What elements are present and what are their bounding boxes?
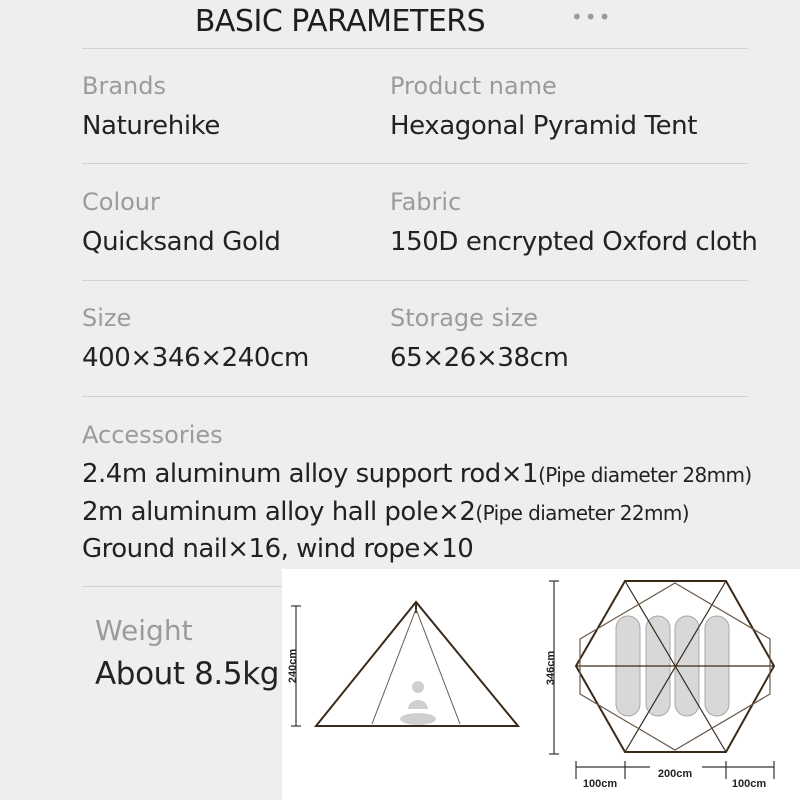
tent-diagram xyxy=(282,569,800,800)
brands-label: Brands xyxy=(82,72,166,100)
divider xyxy=(82,396,748,397)
accessory-note: (Pipe diameter 28mm) xyxy=(538,463,752,487)
bottom-right-dimension-label: 100cm xyxy=(731,778,767,790)
colour-value: Quicksand Gold xyxy=(82,227,281,257)
accessory-main: Ground nail×16, wind rope×10 xyxy=(82,534,474,564)
accessory-main: 2.4m aluminum alloy support rod×1 xyxy=(82,459,539,489)
divider xyxy=(82,48,748,49)
storage-size-value: 65×26×38cm xyxy=(390,343,569,373)
divider xyxy=(82,586,282,587)
product-name-value: Hexagonal Pyramid Tent xyxy=(390,111,698,141)
bottom-left-dimension-label: 100cm xyxy=(582,778,618,790)
brands-value: Naturehike xyxy=(82,111,220,141)
accessory-line xyxy=(82,497,689,527)
height-dimension-label: 240cm xyxy=(287,648,299,684)
fabric-label: Fabric xyxy=(390,188,462,216)
depth-dimension-label: 346cm xyxy=(545,650,557,686)
divider xyxy=(82,163,748,164)
size-label: Size xyxy=(82,304,132,332)
accessory-note: (Pipe diameter 22mm) xyxy=(475,501,689,525)
divider xyxy=(82,280,748,281)
bottom-mid-dimension-label: 200cm xyxy=(657,768,693,780)
fabric-value: 150D encrypted Oxford cloth xyxy=(390,227,758,257)
more-dots-icon[interactable]: ••• xyxy=(571,5,613,29)
accessory-line xyxy=(82,534,473,564)
accessory-main: 2m aluminum alloy hall pole×2 xyxy=(82,497,476,527)
product-name-label: Product name xyxy=(390,72,557,100)
weight-label: Weight xyxy=(95,614,193,647)
colour-label: Colour xyxy=(82,188,160,216)
accessories-label: Accessories xyxy=(82,421,223,449)
page-title: BASIC PARAMETERS xyxy=(194,4,486,39)
tent-side-view xyxy=(287,602,518,726)
weight-value: About 8.5kg xyxy=(95,656,280,692)
accessory-line xyxy=(82,459,752,489)
tent-top-view xyxy=(545,581,774,790)
size-value: 400×346×240cm xyxy=(82,343,309,373)
storage-size-label: Storage size xyxy=(390,304,539,332)
